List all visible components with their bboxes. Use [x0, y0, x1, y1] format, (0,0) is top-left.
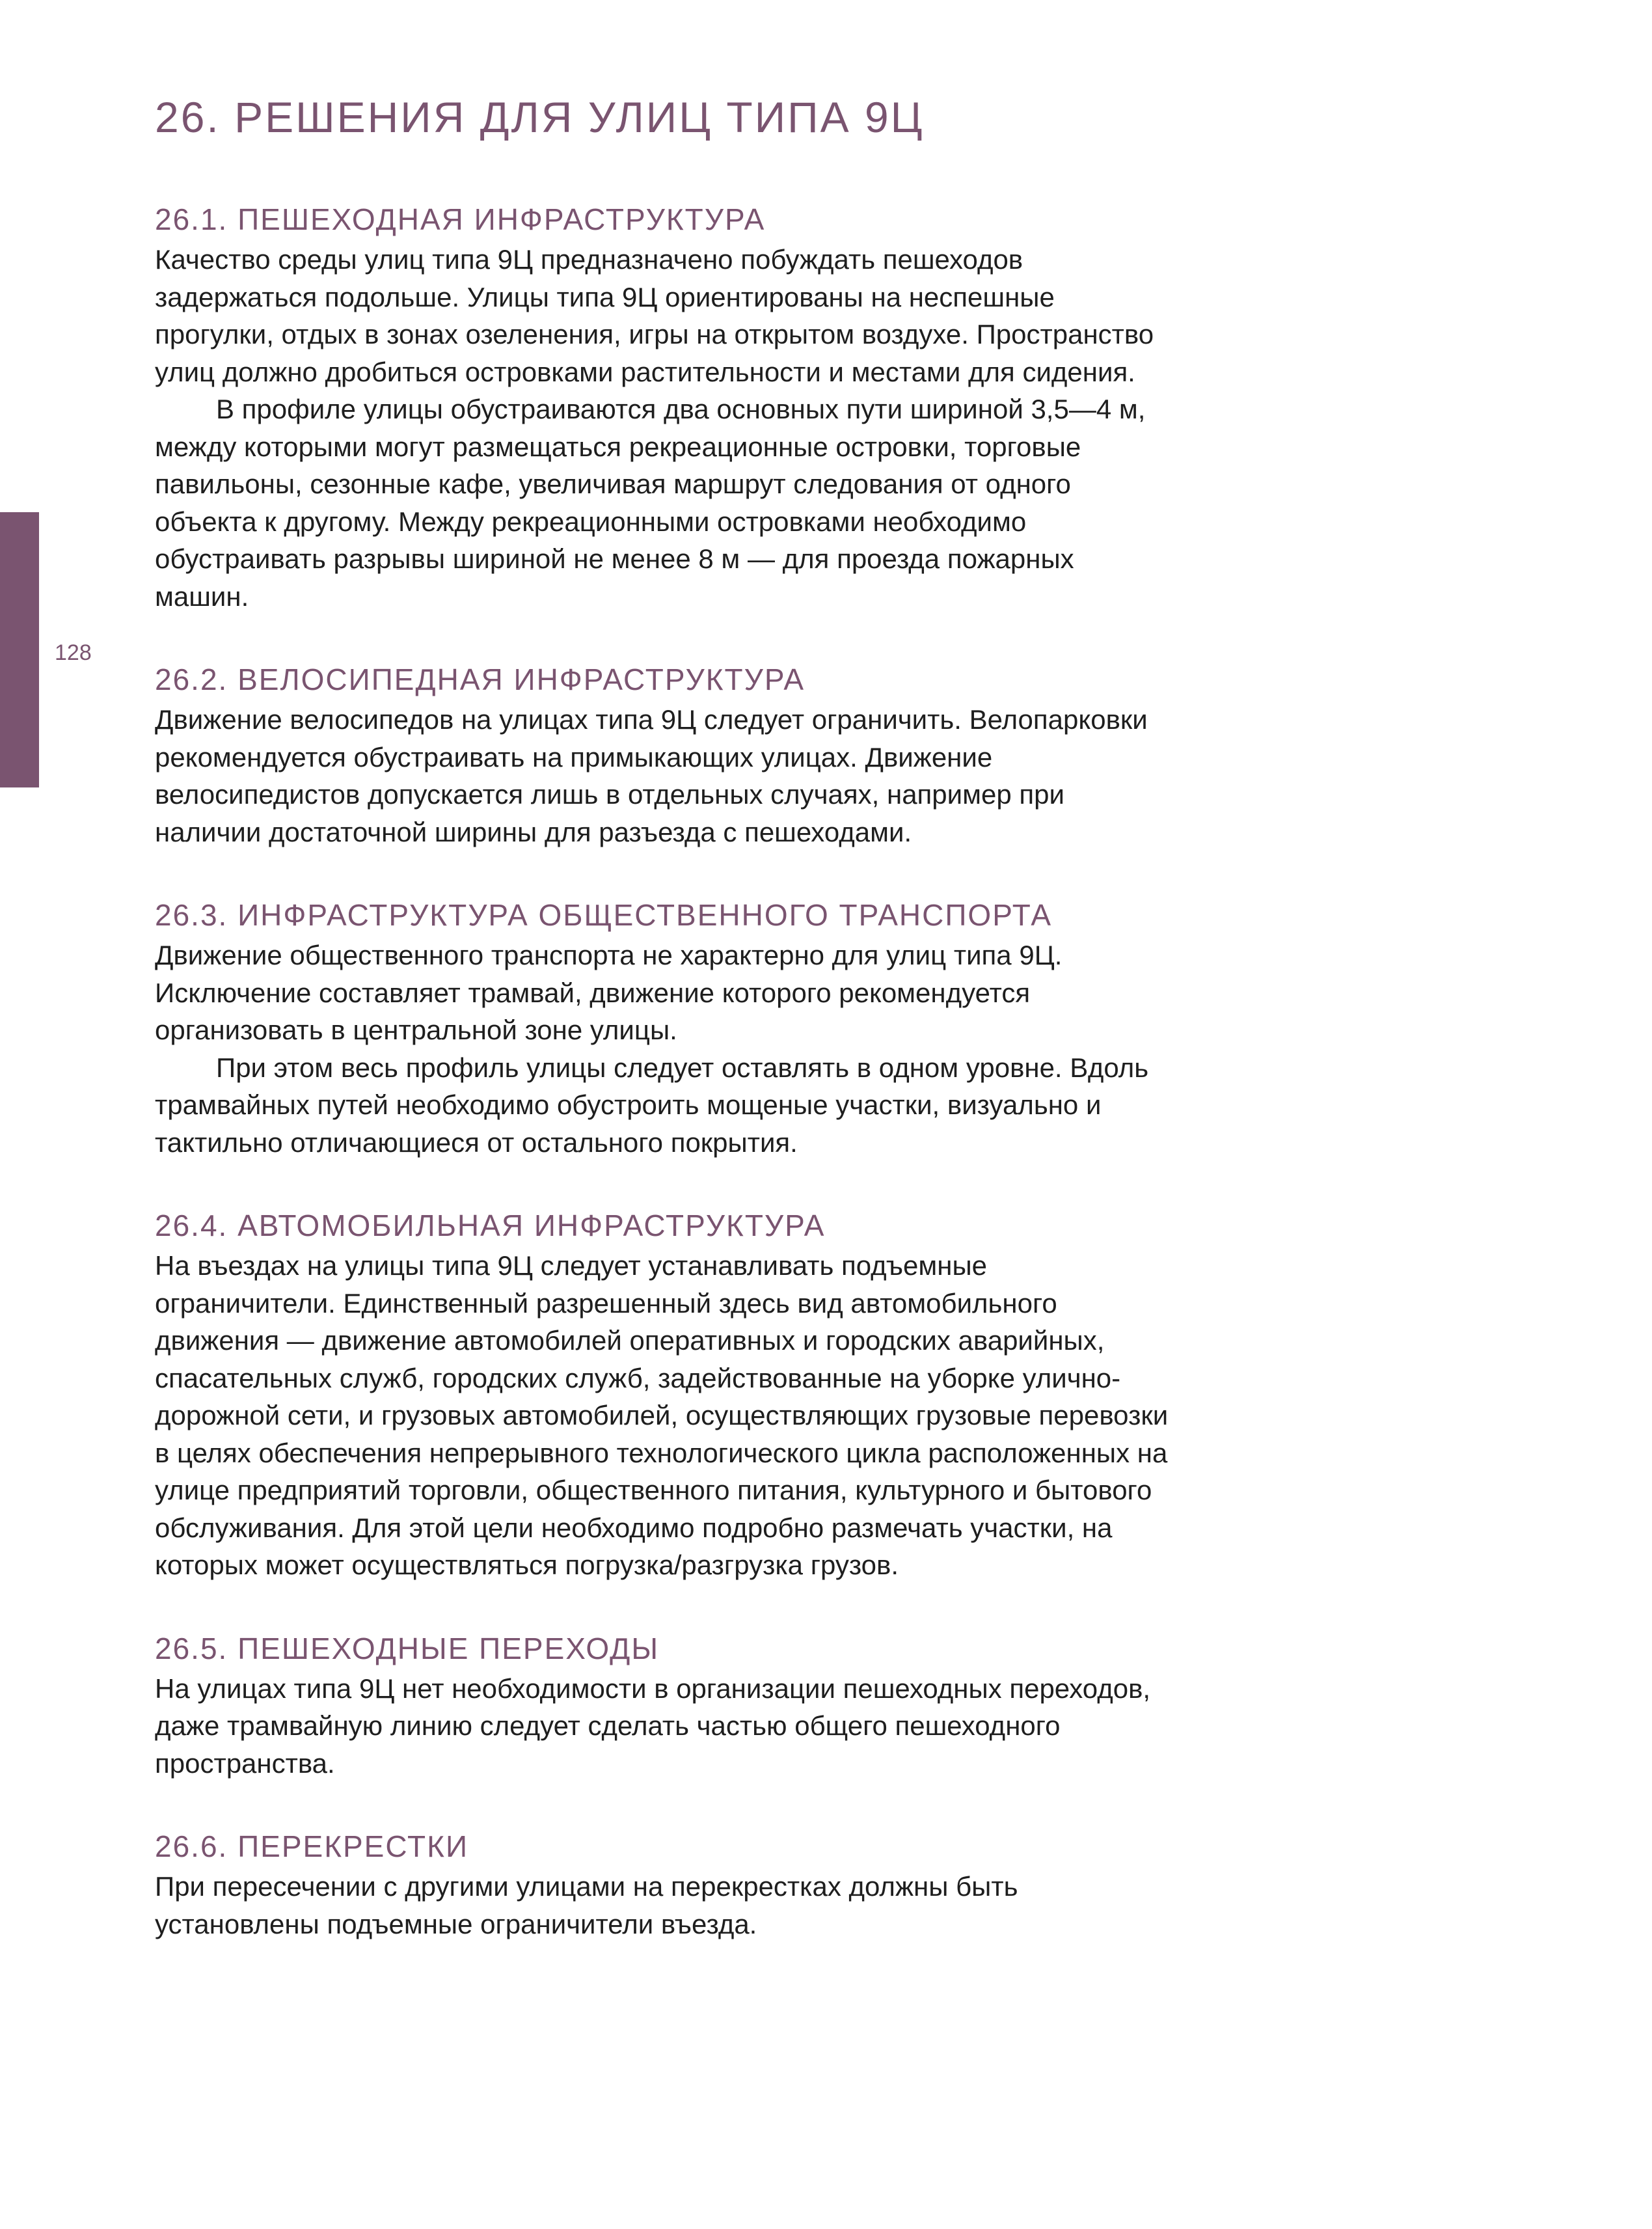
section-heading: 26.5. ПЕШЕХОДНЫЕ ПЕРЕХОДЫ: [155, 1631, 660, 1665]
page-title: 26. РЕШЕНИЯ ДЛЯ УЛИЦ ТИПА 9Ц: [155, 93, 925, 141]
section-car-infrastructure: [155, 1207, 1170, 1584]
section-bicycle-infrastructure: [155, 661, 1170, 851]
paragraph: В профиле улицы обустраиваются два основных пути шириной 3,5—4 м, между которыми могут размещаться рекреационные островки, торговые павильоны, сезонные кафе, увеличивая маршрут следования от одного объекта к другому. Между рекреационными островками необходимо обустраивать разрывы шириной не менее 8 м — для проезда пожарных машин.: [155, 394, 1146, 612]
paragraph: Движение велосипедов на улицах типа 9Ц следует ограничить. Велопарковки рекомендуется обустраивать на примыкающих улицах. Движение велосипедистов допускается лишь в отдельных случаях, например при наличии достаточной ширины для разъезда с пешеходами.: [155, 704, 1148, 847]
section-heading: 26.2. ВЕЛОСИПЕДНАЯ ИНФРАСТРУКТУРА: [155, 663, 806, 696]
chapter-side-tab: [0, 512, 39, 787]
section-pedestrian-infrastructure: [155, 200, 1170, 615]
page-number: 128: [55, 640, 92, 665]
section-heading: 26.6. ПЕРЕКРЕСТКИ: [155, 1829, 469, 1863]
section-heading: 26.3. ИНФРАСТРУКТУРА ОБЩЕСТВЕННОГО ТРАНСПОРТА: [155, 898, 1053, 932]
section-heading: 26.4. АВТОМОБИЛЬНАЯ ИНФРАСТРУКТУРА: [155, 1209, 826, 1242]
paragraph: Качество среды улиц типа 9Ц предназначено побуждать пешеходов задержаться подольше. Улицы типа 9Ц ориентированы на неспешные прогулки, отдых в зонах озеленения, игры на открытом воздухе. Пространство улиц должно дробиться островками растительности и местами для сидения.: [155, 244, 1154, 387]
section-pedestrian-crossings: [155, 1630, 1170, 1783]
paragraph: На въездах на улицы типа 9Ц следует устанавливать подъемные ограничители. Единственный разрешенный здесь вид автомобильного движения — движение автомобилей оперативных и городских аварийных, спасательных служб, городских служб, задействованные на уборке улично-дорожной сети, и грузовых автомобилей, осуществляющих грузовые перевозки в целях обеспечения непрерывного технологического цикла расположенных на улице предприятий торговли, общественного питания, культурного и бытового обслуживания. Для этой цели необходимо подробно размечать участки, на которых может осуществляться погрузка/разгрузка грузов.: [155, 1250, 1169, 1580]
paragraph: Движение общественного транспорта не характерно для улиц типа 9Ц. Исключение составляет трамвай, движение которого рекомендуется организовать в центральной зоне улицы.: [155, 940, 1063, 1045]
section-heading: 26.1. ПЕШЕХОДНАЯ ИНФРАСТРУКТУРА: [155, 202, 766, 236]
paragraph: При пересечении с другими улицами на перекрестках должны быть установлены подъемные ограничители въезда.: [155, 1871, 1018, 1939]
paragraph: На улицах типа 9Ц нет необходимости в организации пешеходных переходов, даже трамвайную линию следует сделать частью общего пешеходного пространства.: [155, 1673, 1151, 1779]
section-public-transport-infrastructure: [155, 896, 1170, 1161]
paragraph: При этом весь профиль улицы следует оставлять в одном уровне. Вдоль трамвайных путей необходимо обустроить мощеные участки, визуально и тактильно отличающиеся от остального покрытия.: [155, 1052, 1149, 1158]
page-content: [155, 91, 1170, 1943]
section-intersections: [155, 1827, 1170, 1943]
